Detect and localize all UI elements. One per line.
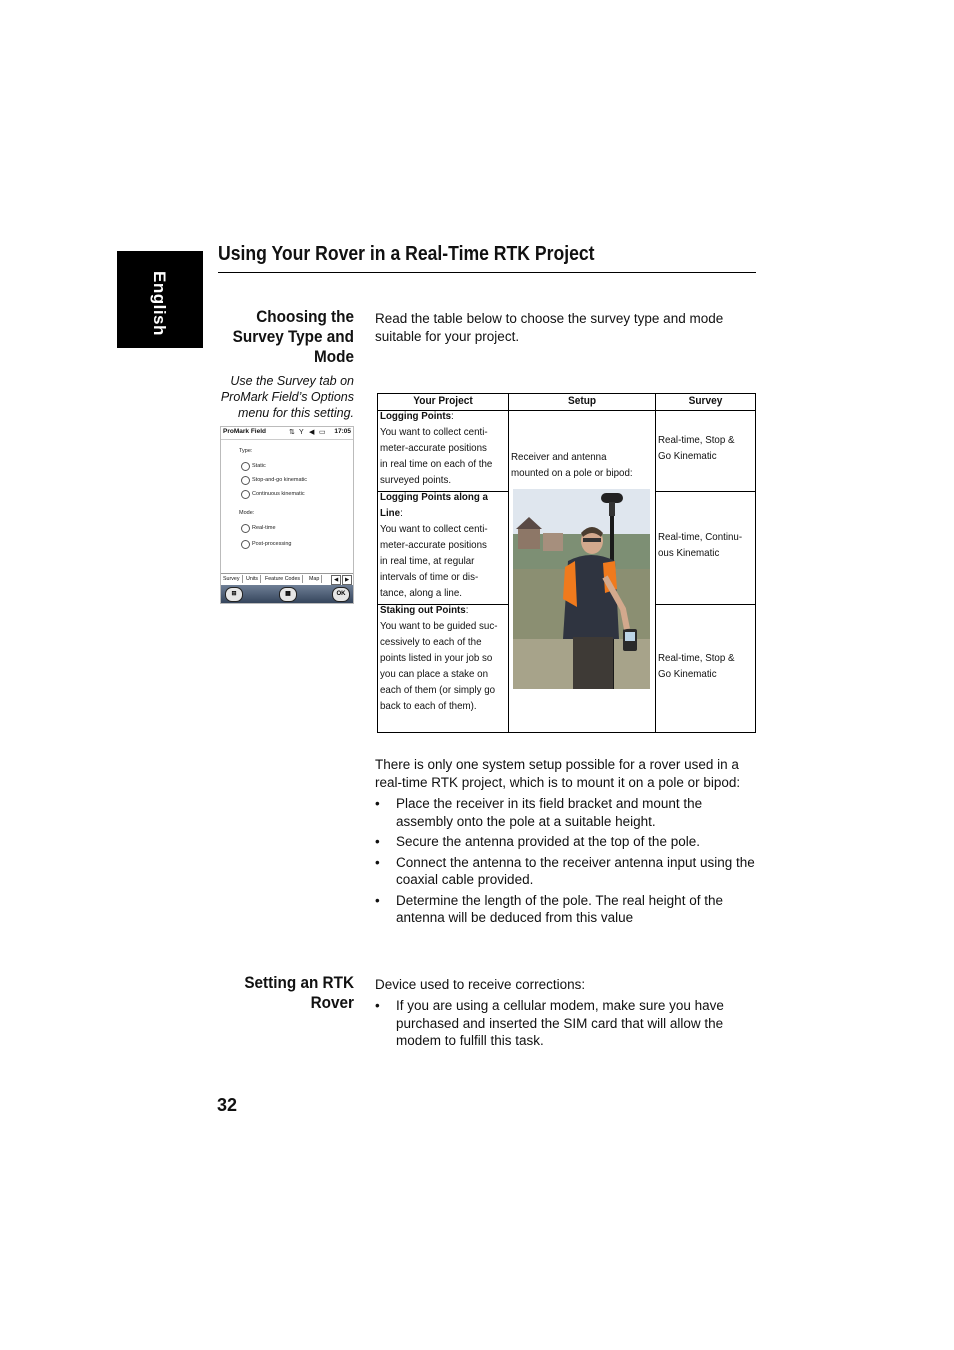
device-bottom-bar bbox=[221, 585, 353, 603]
option-stop-and-go: Stop-and-go kinematic bbox=[252, 477, 308, 483]
project-line: meter-accurate positions bbox=[380, 539, 487, 551]
project-line: in real time, at regular bbox=[380, 555, 475, 567]
project-line: back to each of them). bbox=[380, 700, 477, 712]
option-continuous: Continuous kinematic bbox=[252, 491, 305, 497]
project-cell-logging-line: Logging Points along a Line: You want to collect centi- meter-accurate positions in real time, at regular intervals of time or dis- tance, along a line. bbox=[380, 489, 501, 601]
section-heading-setting-rover bbox=[210, 973, 354, 1013]
survey-cell bbox=[658, 650, 751, 682]
project-line: meter-accurate positions bbox=[380, 442, 487, 454]
intro-paragraph: Read the table below to choose the survey type and mode suitable for your project. bbox=[375, 311, 724, 344]
project-title: Line bbox=[380, 507, 401, 519]
antenna-icon: Y bbox=[299, 429, 304, 436]
setup-bullet-list bbox=[375, 795, 759, 930]
list-item: • Connect the antenna to the receiver antenna input using the coaxial cable provided. bbox=[375, 854, 759, 889]
tab-units[interactable]: Units bbox=[244, 575, 261, 583]
column-divider bbox=[655, 394, 656, 732]
language-label: English bbox=[150, 271, 169, 336]
radio-real-time[interactable] bbox=[241, 524, 250, 533]
project-line: you can place a stake on bbox=[380, 668, 489, 680]
side-note bbox=[200, 373, 354, 421]
header-your-project: Your Project bbox=[413, 395, 473, 407]
rover-photo-illustration bbox=[513, 489, 650, 689]
device-screenshot bbox=[220, 426, 354, 604]
project-title: Staking out Points bbox=[380, 604, 466, 616]
section-heading-choosing bbox=[210, 307, 354, 367]
device-tab-bar bbox=[221, 573, 353, 585]
note-line: Use the Survey tab on bbox=[230, 374, 354, 388]
mode-label: Mode: bbox=[239, 510, 255, 516]
heading-line: Rover bbox=[310, 993, 354, 1012]
project-title: Logging Points bbox=[380, 410, 452, 422]
heading-line: Mode bbox=[314, 347, 354, 366]
setup-line: Receiver and antenna bbox=[511, 451, 607, 463]
type-label: Type: bbox=[239, 448, 253, 454]
option-real-time: Real-time bbox=[252, 525, 276, 531]
header-survey: Survey bbox=[688, 395, 723, 407]
radio-stop-and-go[interactable] bbox=[241, 476, 250, 485]
device-title-bar bbox=[221, 427, 353, 440]
language-side-tab bbox=[117, 251, 203, 348]
tab-map[interactable]: Map bbox=[307, 575, 322, 583]
start-icon[interactable]: ⊞ bbox=[225, 587, 243, 602]
option-static: Static bbox=[252, 463, 266, 469]
rover-bullet-list bbox=[375, 997, 759, 1053]
list-item: • Determine the length of the pole. The real height of the antenna will be deduced from this value bbox=[375, 892, 759, 927]
note-line: menu for this setting. bbox=[237, 406, 354, 420]
device-app-title: ProMark Field bbox=[223, 428, 266, 435]
project-line: in real time on each of the bbox=[380, 458, 493, 470]
radio-static[interactable] bbox=[241, 462, 250, 471]
radio-continuous[interactable] bbox=[241, 490, 250, 499]
battery-icon: ▭ bbox=[319, 429, 326, 436]
page-number: 32 bbox=[217, 1095, 238, 1115]
setup-cell bbox=[511, 449, 651, 481]
project-line: cessively to each of the bbox=[380, 636, 482, 648]
ok-button[interactable]: OK bbox=[332, 587, 350, 602]
list-item: • If you are using a cellular modem, make sure you have purchased and inserted the SIM card that will allow the modem to fulfill this task. bbox=[375, 997, 759, 1050]
survey-cell bbox=[658, 529, 751, 561]
device-clock: 17:05 bbox=[334, 428, 351, 435]
survey-line: ous Kinematic bbox=[658, 547, 720, 559]
heading-line: Survey Type and bbox=[232, 327, 354, 346]
project-line: You want to collect centi- bbox=[380, 523, 488, 535]
project-line: points listed in your job so bbox=[380, 652, 493, 664]
project-cell-staking-out: Staking out Points: You want to be guided suc- cessively to each of the points listed in your job so you can place a stake on each of them (or simply go back to each of them). bbox=[380, 602, 503, 714]
column-divider bbox=[508, 394, 509, 732]
tab-feature-codes[interactable]: Feature Codes bbox=[263, 575, 303, 583]
rover-operator-photo bbox=[513, 489, 650, 689]
option-post-processing: Post-processing bbox=[252, 541, 292, 547]
setup-paragraph: There is only one system setup possible for a rover used in a real-time RTK project, which is to mount it on a pole or bipod: bbox=[375, 757, 741, 790]
survey-cell bbox=[658, 432, 751, 464]
project-title: Logging Points along a bbox=[380, 491, 488, 503]
survey-line: Real-time, Stop & bbox=[658, 434, 735, 446]
rover-intro: Device used to receive corrections: bbox=[375, 977, 586, 992]
note-line: ProMark Field’s Options bbox=[220, 390, 354, 404]
header-setup: Setup bbox=[567, 395, 597, 407]
row-divider bbox=[655, 491, 755, 492]
page-title: Using Your Rover in a Real-Time RTK Project bbox=[218, 243, 595, 265]
project-line: tance, along a line. bbox=[380, 587, 462, 599]
project-cell-logging-points: Logging Points: You want to collect centi- meter-accurate positions in real time on each of the surveyed points. bbox=[380, 408, 501, 488]
survey-line: Go Kinematic bbox=[658, 668, 717, 680]
project-line: surveyed points. bbox=[380, 474, 452, 486]
tab-survey[interactable]: Survey bbox=[221, 575, 243, 583]
setup-line: mounted on a pole or bipod: bbox=[511, 467, 633, 479]
project-line: each of them (or simply go bbox=[380, 684, 496, 696]
tab-scroll-left-icon[interactable]: ◀ bbox=[331, 575, 341, 585]
list-item: • Secure the antenna provided at the top of the pole. bbox=[375, 833, 759, 851]
survey-line: Real-time, Continu- bbox=[658, 531, 743, 543]
survey-line: Real-time, Stop & bbox=[658, 652, 735, 664]
heading-line: Setting an RTK bbox=[244, 973, 354, 992]
signal-icon: ⇅ bbox=[289, 429, 295, 436]
project-line: You want to collect centi- bbox=[380, 426, 488, 438]
row-divider bbox=[655, 604, 755, 605]
radio-post-processing[interactable] bbox=[241, 540, 250, 549]
project-line: You want to be guided suc- bbox=[380, 620, 498, 632]
list-item: • Place the receiver in its field bracket and mount the assembly onto the pole at a suitable height. bbox=[375, 795, 759, 830]
keyboard-icon[interactable]: ▦ bbox=[279, 587, 297, 602]
title-rule bbox=[218, 272, 756, 273]
project-line: intervals of time or dis- bbox=[380, 571, 479, 583]
tab-scroll-right-icon[interactable]: ▶ bbox=[342, 575, 352, 585]
volume-icon: ◀ bbox=[309, 429, 315, 436]
survey-line: Go Kinematic bbox=[658, 450, 717, 462]
heading-line: Choosing the bbox=[256, 307, 354, 326]
